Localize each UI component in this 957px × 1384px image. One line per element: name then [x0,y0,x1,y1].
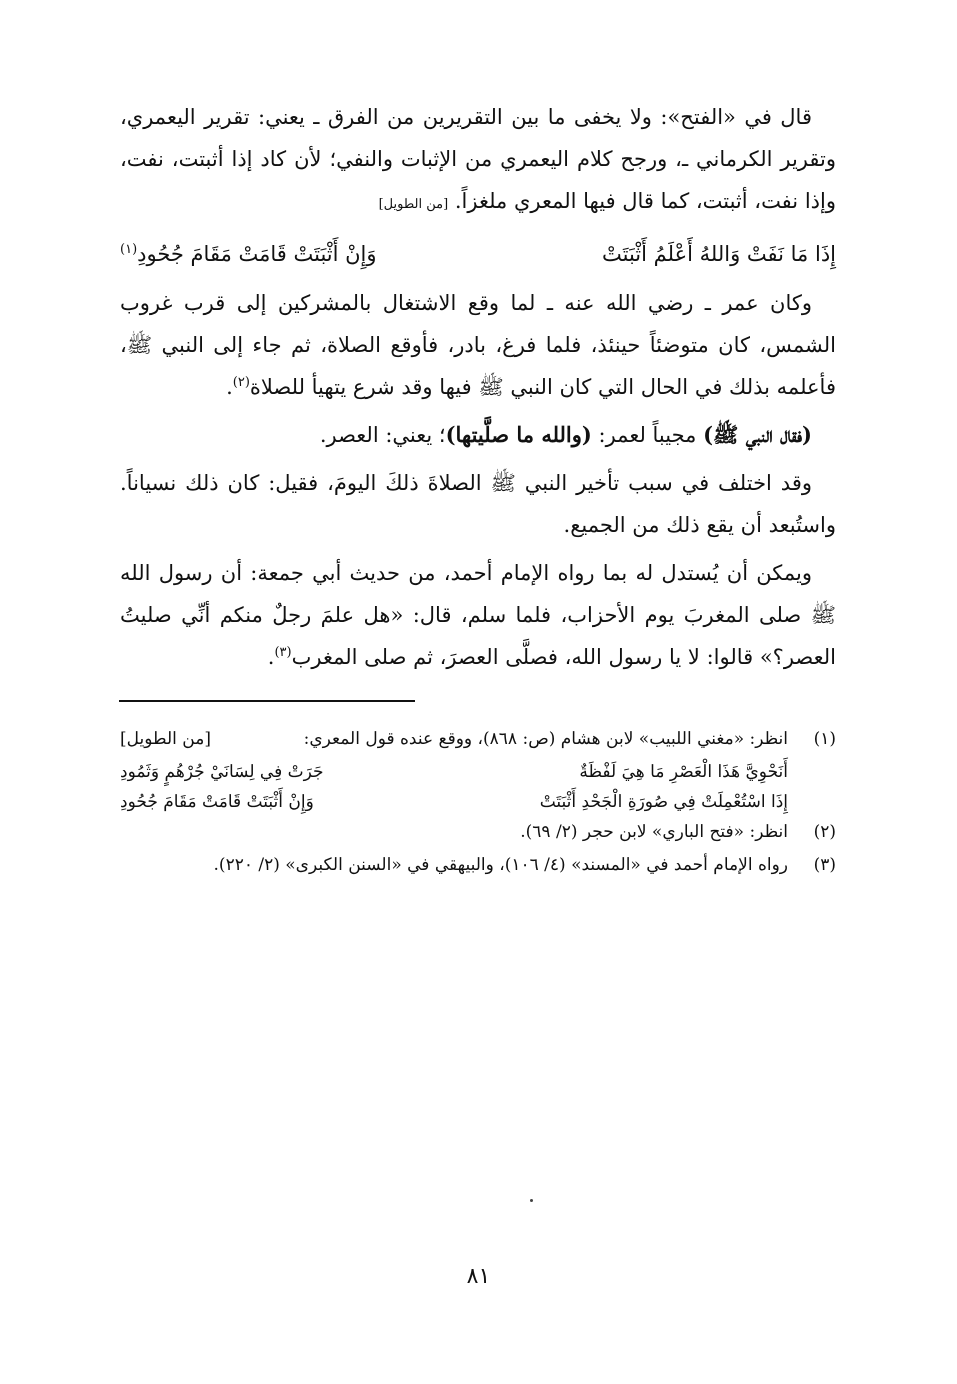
footnote-1-text: انظر: «مغني اللبيب» لابن هشام (ص: ٨٦٨)، ووقع عنده قول المعري: [303,729,788,749]
footnotes [120,724,836,881]
footnote-3-text: رواه الإمام أحمد في «المسند» (٤/ ١٠٦)، والبيهقي في «السنن الكبرى» (٢/ ٢٢٠). [213,855,788,875]
footnote-1-intro [120,724,788,755]
paragraph-5-text: ويمكن أن يُستدل له بما رواه الإمام أحمد، من حديث أبي جمعة: أن رسول الله ﷺ صلى المغربَ يوم الأحزاب، فلما سلم، قال: «هل علمَ رجلٌ منكم أنِّي صليتُ العصر؟» قالوا: لا يا رسول الله، فصلَّى العصرَ، ثم صلى المغرب [120,561,836,669]
poetry-verse [120,232,836,276]
page-number: ٨١ [466,1264,491,1289]
footnote-verse-1-second: جَرَتْ فِي لِسَانَيْ جُرْهُمٍ وَثَمُودِ [120,762,324,782]
verse-first-hemistich: إِذَا مَا نَفَتْ وَاللهُ أَعْلَمُ أَثْبَتَتْ [602,242,836,266]
paragraph-2-text: وكان عمر ـ رضي الله عنه ـ لما وقع الاشتغال بالمشركين إلى قرب غروب الشمس، كان متوضئاً حينئذ، فلما فرغ، بادر، فأوقع الصلاة، ثم جاء إلى النبي ﷺ، فأعلمه بذلك في الحال التي كان النبي ﷺ فيها وقد شرع يتهيأ للصلاة [120,291,836,399]
footnote-ref-2: (٢) [232,375,250,390]
footnote-2-text: انظر: «فتح الباري» لابن حجر (٢/ ٦٩). [520,822,788,842]
footnote-verse-1-first: أَنَحْوِيَّ هَذَا الْعَصْرِ مَا هِيَ لَفْظَةٌ [579,762,788,782]
paragraph-3 [120,414,836,456]
hadith-quote-1: (فقال النبي ﷺ) [703,422,812,447]
footnote-1-meter: [من الطويل] [120,729,211,749]
footnote-verse-2 [120,787,836,817]
footnote-number: (٢) [813,822,836,842]
footnote-1 [120,724,836,755]
verse-second-hemistich [120,232,377,276]
paragraph-1 [120,96,836,226]
paragraph-5-end: . [267,645,275,669]
footnote-verse-2-first: إِذَا اسْتُعْمِلَتْ فِي صُورَةِ الْجَحْدِ أَثْبَتَتْ [539,792,788,812]
footnote-ref-3: (٣) [274,645,292,660]
footnote-3 [120,850,836,881]
meter-label: [من الطويل] [378,197,449,212]
footnote-verse-1 [120,757,836,787]
footnote-body [120,724,788,755]
paragraph-2-end: . [226,375,233,399]
footnote-number: (١) [813,729,836,749]
paragraph-2 [120,282,836,408]
hadith-quote-2: (والله ما صلَّيتها) [445,422,592,447]
paragraph-3-mid: مجيباً لعمر: [591,423,704,447]
page-content [120,96,836,883]
footnote-ref-1: (١) [120,242,138,257]
footnote-number: (٣) [813,855,836,875]
verse-second-hemistich-text: وَإِنْ أَثْبَتَتْ قَامَتْ مَقَامَ جُحُودِ [137,242,377,266]
ink-speck [530,1199,533,1202]
paragraph-4-text: وقد اختلف في سبب تأخير النبي ﷺ الصلاةَ ذلكَ اليومَ، فقيل: كان ذلك نسياناً. واستُبعد أن يقع ذلك من الجميع. [120,471,836,537]
paragraph-5 [120,552,836,678]
footnote-verse-2-second: وَإِنْ أَثْبَتَتْ قَامَتْ مَقَامَ جُحُودِ [120,792,314,812]
paragraph-3-end: ؛ يعني: العصر. [319,423,446,447]
paragraph-4 [120,462,836,546]
footnote-separator [119,700,415,702]
paragraph-1-text: قال في «الفتح»: ولا يخفى ما بين التقريرين من الفرق ـ يعني: تقرير اليعمري، وتقرير الكرماني ـ، ورجح كلام اليعمري من الإثبات والنفي؛ لأن كاد إذا أثبتت، نفت، وإذا نفت، أثبتت، كما قال فيها المعري ملغزاً. [120,105,836,213]
footnote-2 [120,817,836,848]
